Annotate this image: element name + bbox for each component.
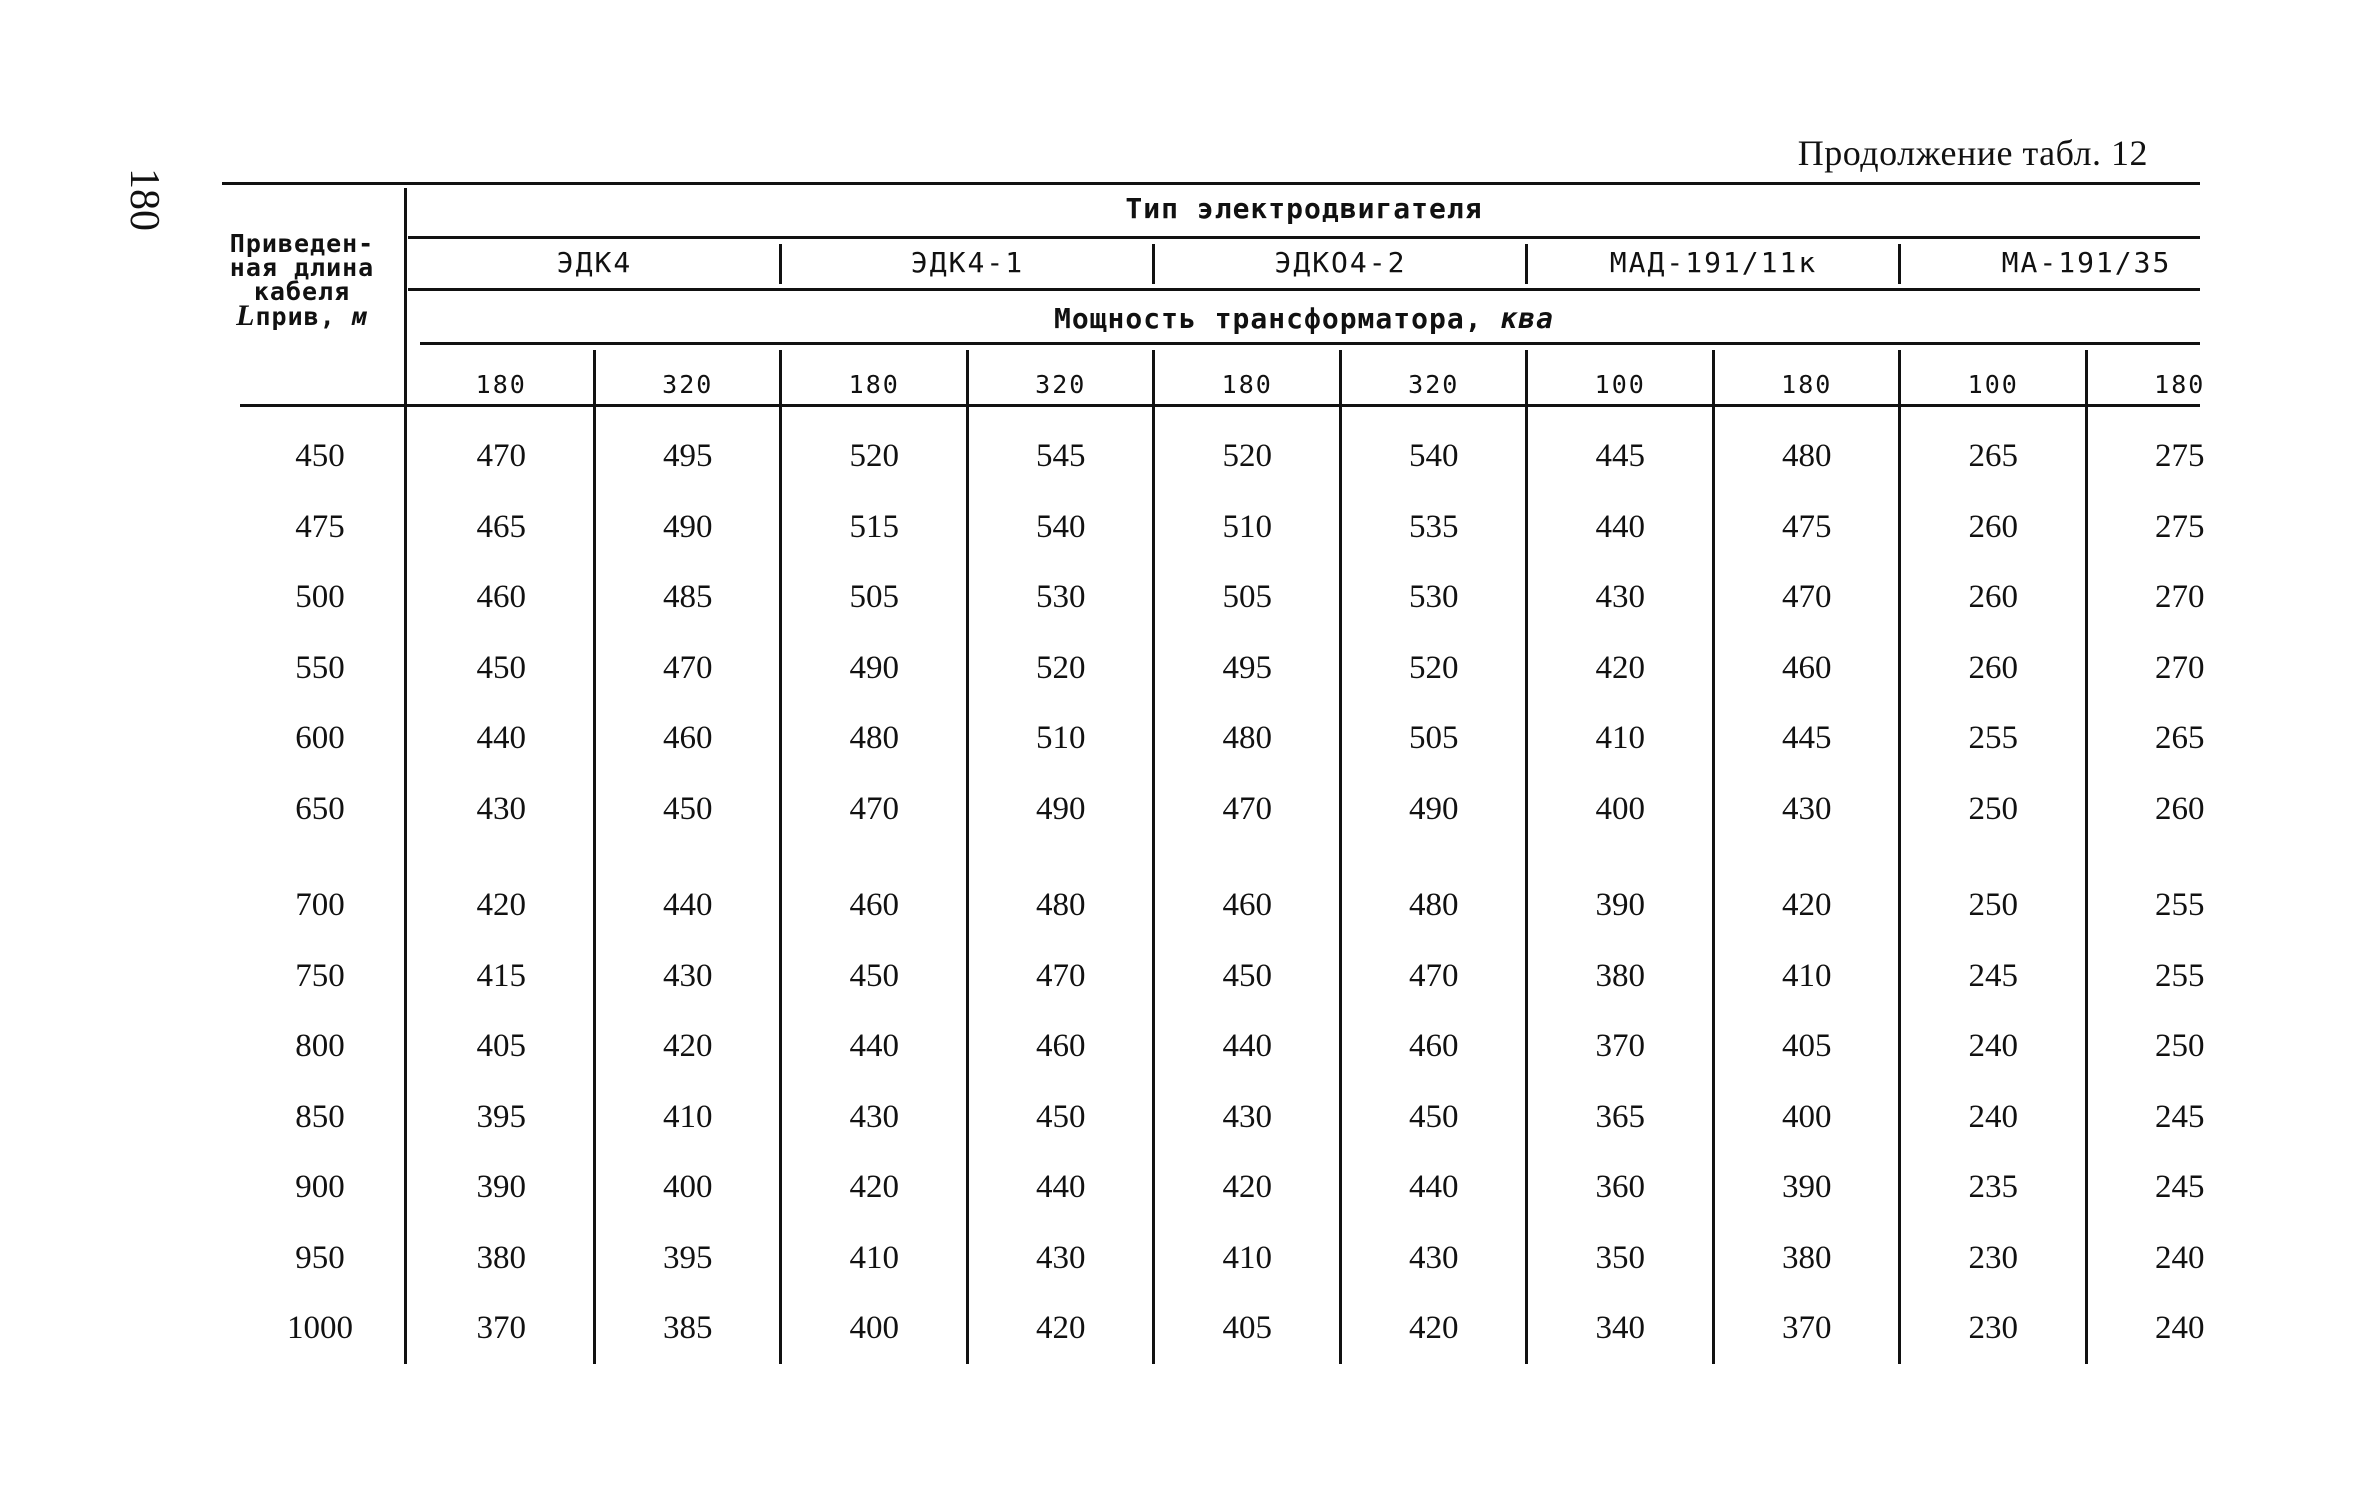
table-cell: 340 xyxy=(1595,1310,1645,1346)
row-header-line2: ная длина xyxy=(229,253,375,282)
power-header: 320 xyxy=(1035,370,1087,399)
table-cell: 540 xyxy=(1036,508,1086,545)
stub-divider xyxy=(404,188,407,1364)
row-length: 650 xyxy=(295,790,345,827)
table-cell: 460 xyxy=(849,887,899,923)
power-header: 320 xyxy=(662,370,714,399)
power-header: 180 xyxy=(1221,370,1273,399)
table-cell: 460 xyxy=(663,720,713,756)
row-length: 950 xyxy=(295,1239,345,1276)
table-cell: 485 xyxy=(663,579,713,615)
table-cell: 470 xyxy=(1409,957,1459,994)
row-header-symbol: Lприв, м xyxy=(236,299,368,332)
table-cell: 245 xyxy=(2155,1169,2205,1205)
table-cell: 250 xyxy=(1968,790,2018,827)
table-cell: 405 xyxy=(476,1028,526,1064)
row-length: 800 xyxy=(295,1028,345,1064)
table-cell: 490 xyxy=(1409,790,1459,827)
table-cell: 400 xyxy=(1595,790,1645,827)
row-length: 750 xyxy=(295,957,345,994)
table-cell: 475 xyxy=(1782,508,1832,545)
header-power-label: Мощность трансформатора, xyxy=(1053,302,1483,335)
motor-type-header: МАД-191/11к xyxy=(1609,246,1818,279)
table-cell: 250 xyxy=(2155,1028,2205,1064)
table-cell: 520 xyxy=(1409,649,1459,686)
power-header: 180 xyxy=(848,370,900,399)
table-cell: 430 xyxy=(663,957,713,994)
table-cell: 410 xyxy=(1595,720,1645,756)
table-cell: 480 xyxy=(1036,887,1086,923)
table-cell: 265 xyxy=(2155,720,2205,756)
table-cell: 450 xyxy=(1222,957,1272,994)
table-cell: 430 xyxy=(1782,790,1832,827)
row-header xyxy=(222,229,382,332)
column-divider xyxy=(2085,350,2088,1364)
length-unit: м xyxy=(351,302,368,331)
table-cell: 490 xyxy=(1036,790,1086,827)
power-header: 100 xyxy=(1594,370,1646,399)
motor-divider xyxy=(779,244,782,284)
motor-divider xyxy=(1898,244,1901,284)
table-cell: 495 xyxy=(663,438,713,474)
table-cell: 275 xyxy=(2155,438,2205,474)
header-power xyxy=(408,302,2200,335)
rule-under-type xyxy=(408,236,2200,239)
table-cell: 410 xyxy=(1222,1239,1272,1276)
table-cell: 450 xyxy=(1036,1098,1086,1135)
table-cell: 490 xyxy=(663,508,713,545)
table-cell: 510 xyxy=(1222,508,1272,545)
table-cell: 270 xyxy=(2155,579,2205,615)
column-divider xyxy=(1525,350,1528,1364)
motor-type-header: ЭДК4 xyxy=(556,246,633,279)
column-divider xyxy=(1712,350,1715,1364)
table-cell: 385 xyxy=(663,1310,713,1346)
column-divider xyxy=(1898,350,1901,1364)
table-cell: 540 xyxy=(1409,438,1459,474)
table-cell: 350 xyxy=(1595,1239,1645,1276)
rule-under-motors xyxy=(408,288,2200,291)
table-cell: 470 xyxy=(663,649,713,686)
motor-divider xyxy=(1152,244,1155,284)
power-header: 320 xyxy=(1408,370,1460,399)
table-cell: 420 xyxy=(1595,649,1645,686)
row-length: 1000 xyxy=(287,1310,353,1346)
table-cell: 505 xyxy=(849,579,899,615)
row-length: 450 xyxy=(295,438,345,474)
table-cell: 240 xyxy=(1968,1098,2018,1135)
table-cell: 430 xyxy=(476,790,526,827)
table-cell: 410 xyxy=(663,1098,713,1135)
table-cell: 535 xyxy=(1409,508,1459,545)
table-cell: 250 xyxy=(1968,887,2018,923)
table-cell: 415 xyxy=(476,957,526,994)
table-cell: 430 xyxy=(1222,1098,1272,1135)
table-cell: 395 xyxy=(663,1239,713,1276)
table-cell: 515 xyxy=(849,508,899,545)
table-cell: 445 xyxy=(1782,720,1832,756)
table-cell: 260 xyxy=(1968,508,2018,545)
row-header-line3: кабеля xyxy=(253,277,351,306)
table-cell: 365 xyxy=(1595,1098,1645,1135)
page-number: 180 xyxy=(121,168,167,231)
table-cell: 275 xyxy=(2155,508,2205,545)
table-cell: 260 xyxy=(2155,790,2205,827)
row-length: 900 xyxy=(295,1169,345,1205)
table-cell: 420 xyxy=(1409,1310,1459,1346)
table-cell: 230 xyxy=(1968,1310,2018,1346)
table-cell: 440 xyxy=(1036,1169,1086,1205)
table-cell: 400 xyxy=(1782,1098,1832,1135)
table-cell: 520 xyxy=(1222,438,1272,474)
motor-type-header: ЭДКО4-2 xyxy=(1274,246,1407,279)
table-cell: 430 xyxy=(1409,1239,1459,1276)
row-length: 500 xyxy=(295,579,345,615)
header-motor-type: Тип электродвигателя xyxy=(1125,192,1483,225)
table-cell: 520 xyxy=(1036,649,1086,686)
table-cell: 380 xyxy=(1782,1239,1832,1276)
table-cell: 380 xyxy=(1595,957,1645,994)
table-cell: 270 xyxy=(2155,649,2205,686)
table-cell: 360 xyxy=(1595,1169,1645,1205)
table-cell: 420 xyxy=(663,1028,713,1064)
table-cell: 480 xyxy=(849,720,899,756)
table-cell: 235 xyxy=(1968,1169,2018,1205)
table-cell: 255 xyxy=(2155,957,2205,994)
table-cell: 420 xyxy=(849,1169,899,1205)
table-cell: 255 xyxy=(2155,887,2205,923)
table-cell: 440 xyxy=(476,720,526,756)
table-cell: 390 xyxy=(1595,887,1645,923)
table-cell: 420 xyxy=(1222,1169,1272,1205)
table-cell: 490 xyxy=(849,649,899,686)
table-cell: 245 xyxy=(2155,1098,2205,1135)
table-cell: 240 xyxy=(2155,1239,2205,1276)
table-cell: 480 xyxy=(1409,887,1459,923)
table-cell: 520 xyxy=(849,438,899,474)
table-cell: 530 xyxy=(1036,579,1086,615)
table-cell: 390 xyxy=(1782,1169,1832,1205)
table-cell: 370 xyxy=(476,1310,526,1346)
table-cell: 245 xyxy=(1968,957,2018,994)
table-cell: 450 xyxy=(663,790,713,827)
table-cell: 460 xyxy=(476,579,526,615)
table-cell: 420 xyxy=(1782,887,1832,923)
table-cell: 265 xyxy=(1968,438,2018,474)
column-divider xyxy=(1339,350,1342,1364)
table-cell: 450 xyxy=(476,649,526,686)
table-cell: 505 xyxy=(1222,579,1272,615)
header-power-unit: ква xyxy=(1500,302,1554,335)
table-cell: 390 xyxy=(476,1169,526,1205)
power-header: 100 xyxy=(1967,370,2019,399)
table-cell: 405 xyxy=(1222,1310,1272,1346)
table-cell: 465 xyxy=(476,508,526,545)
table-cell: 460 xyxy=(1409,1028,1459,1064)
table-cell: 400 xyxy=(663,1169,713,1205)
table-cell: 530 xyxy=(1409,579,1459,615)
table-cell: 240 xyxy=(2155,1310,2205,1346)
table-cell: 420 xyxy=(1036,1310,1086,1346)
table-cell: 410 xyxy=(1782,957,1832,994)
table-cell: 440 xyxy=(1409,1169,1459,1205)
column-divider xyxy=(966,350,969,1364)
top-rule xyxy=(222,182,2200,185)
column-divider xyxy=(1152,350,1155,1364)
table-cell: 405 xyxy=(1782,1028,1832,1064)
power-header: 180 xyxy=(2154,370,2206,399)
table-cell: 430 xyxy=(849,1098,899,1135)
table-cell: 430 xyxy=(1036,1239,1086,1276)
table-cell: 450 xyxy=(849,957,899,994)
length-symbol: L xyxy=(236,299,256,332)
row-header-line1: Приведен- xyxy=(229,229,375,258)
table-cell: 445 xyxy=(1595,438,1645,474)
row-length: 550 xyxy=(295,649,345,686)
table-cell: 430 xyxy=(1595,579,1645,615)
table-cell: 370 xyxy=(1595,1028,1645,1064)
table-cell: 545 xyxy=(1036,438,1086,474)
power-header: 180 xyxy=(1781,370,1833,399)
table-cell: 470 xyxy=(476,438,526,474)
row-length: 475 xyxy=(295,508,345,545)
row-length: 850 xyxy=(295,1098,345,1135)
table-cell: 480 xyxy=(1782,438,1832,474)
table-cell: 240 xyxy=(1968,1028,2018,1064)
table-cell: 505 xyxy=(1409,720,1459,756)
table-cell: 470 xyxy=(1036,957,1086,994)
table-cell: 470 xyxy=(1222,790,1272,827)
table-cell: 380 xyxy=(476,1239,526,1276)
rule-under-power xyxy=(420,342,2200,345)
table-cell: 395 xyxy=(476,1098,526,1135)
motor-type-header: МА-191/35 xyxy=(2001,246,2172,279)
table-cell: 480 xyxy=(1222,720,1272,756)
table-cell: 410 xyxy=(849,1239,899,1276)
table-cell: 440 xyxy=(1222,1028,1272,1064)
length-subscript: прив xyxy=(255,302,320,331)
table-cell: 460 xyxy=(1782,649,1832,686)
motor-divider xyxy=(1525,244,1528,284)
table-caption: Продолжение табл. 12 xyxy=(1797,133,2148,173)
table-cell: 420 xyxy=(476,887,526,923)
table-cell: 495 xyxy=(1222,649,1272,686)
motor-type-header: ЭДК4-1 xyxy=(910,246,1025,279)
table-cell: 510 xyxy=(1036,720,1086,756)
table-cell: 460 xyxy=(1222,887,1272,923)
column-divider xyxy=(593,350,596,1364)
table-cell: 440 xyxy=(849,1028,899,1064)
table-cell: 460 xyxy=(1036,1028,1086,1064)
table-cell: 470 xyxy=(849,790,899,827)
table-cell: 260 xyxy=(1968,649,2018,686)
row-length: 700 xyxy=(295,887,345,923)
header-bottom-rule xyxy=(240,404,2200,407)
table-cell: 440 xyxy=(1595,508,1645,545)
table-cell: 400 xyxy=(849,1310,899,1346)
table-cell: 230 xyxy=(1968,1239,2018,1276)
table-cell: 260 xyxy=(1968,579,2018,615)
power-header: 180 xyxy=(475,370,527,399)
table-cell: 470 xyxy=(1782,579,1832,615)
row-length: 600 xyxy=(295,720,345,756)
table-cell: 255 xyxy=(1968,720,2018,756)
table-cell: 440 xyxy=(663,887,713,923)
column-divider xyxy=(779,350,782,1364)
table-cell: 450 xyxy=(1409,1098,1459,1135)
table-cell: 370 xyxy=(1782,1310,1832,1346)
